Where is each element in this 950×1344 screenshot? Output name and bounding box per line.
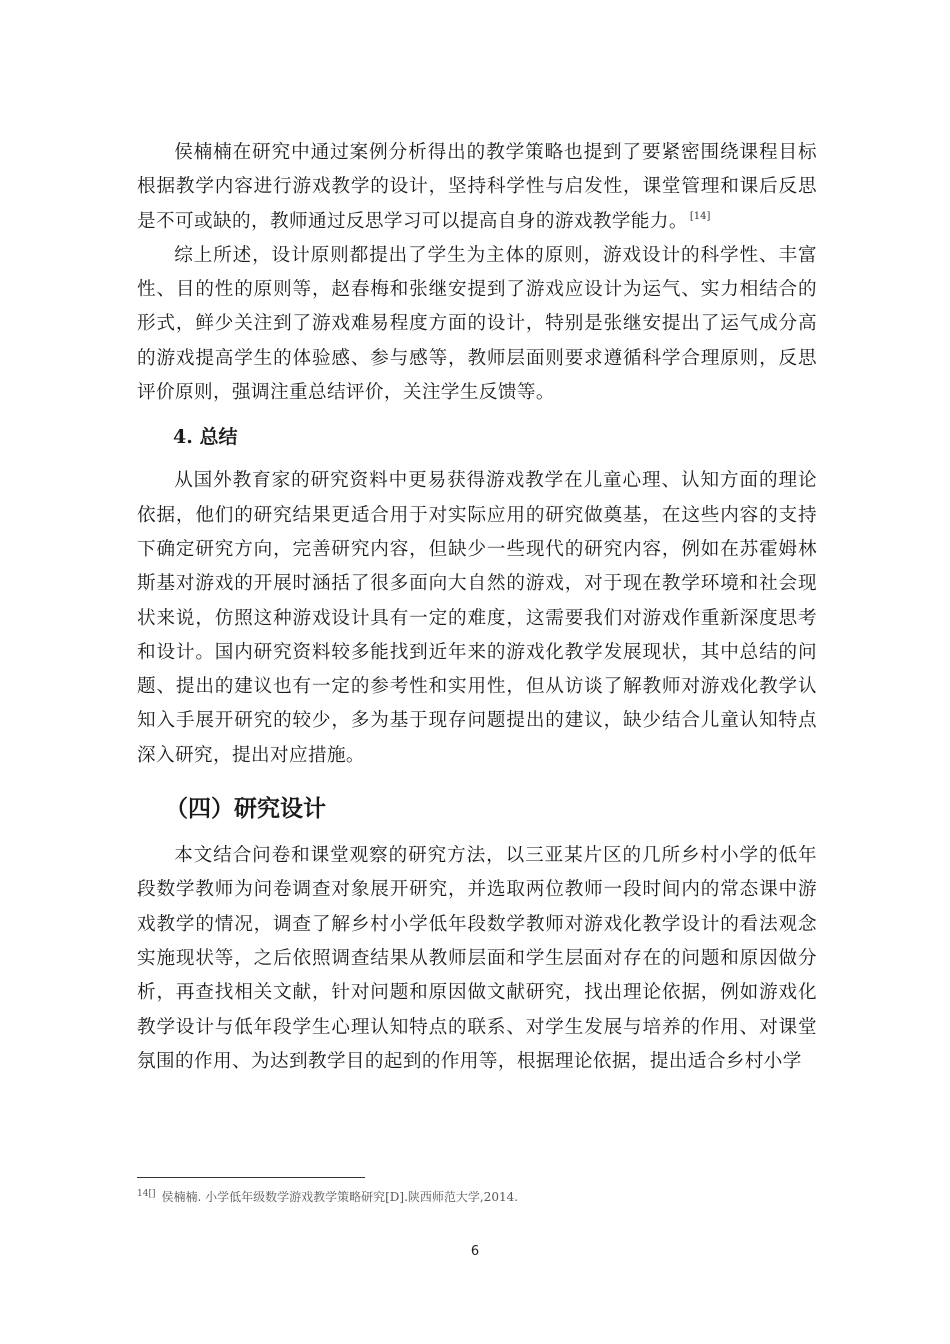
page-number: 6 xyxy=(470,1244,480,1259)
section-heading-summary: 4. 总结 xyxy=(173,426,238,449)
footnote xyxy=(137,1188,817,1206)
section-heading-research-design: （四）研究设计 xyxy=(165,795,326,823)
footnote-divider xyxy=(137,1177,365,1178)
paragraph-research-design: 本文结合问卷和课堂观察的研究方法，以三亚某片区的几所乡村小学的低年段数学教师为问卷调查对象展开研究，并选取两位教师一段时间内的常态课中游戏教学的情况，调查了解乡村小学低年段数学教师对游戏化教学设计的看法观念实施现状等，之后依照调查结果从教师层面和学生层面对存在的问题和原因做分析，再查找相关文献，针对问题和原因做文献研究，找出理论依据，例如游戏化教学设计与低年段学生心理认知特点的联系、对学生发展与培养的作用、对课堂氛围的作用、为达到教学目的起到的作用等，根据理论依据，提出适合乡村小学 xyxy=(137,845,817,1072)
page-body xyxy=(137,136,817,1079)
paragraph-summary: 从国外教育家的研究资料中更易获得游戏教学在儿童心理、认知方面的理论依据，他们的研究结果更适合用于对实际应用的研究做奠基，在这些内容的支持下确定研究方向，完善研究内容，但缺少一些现代的研究内容，例如在苏霍姆林斯基对游戏的开展时涵括了很多面向大自然的游戏，对于现在教学环境和社会现状来说，仿照这种游戏设计具有一定的难度，这需要我们对游戏作重新深度思考和设计。国内研究资料较多能找到近年来的游戏化教学发展现状，其中总结的问题、提出的建议也有一定的参考性和实用性，但从访谈了解教师对游戏化教学认知入手展开研究的较少，多为基于现存问题提出的建议，缺少结合儿童认知特点深入研究，提出对应措施。 xyxy=(137,470,817,766)
citation-marker[interactable]: [14] xyxy=(689,211,711,223)
footnote-text: 侯楠楠. 小学低年级数学游戏教学策略研究[D].陕西师范大学,2014. xyxy=(161,1190,519,1204)
paragraph-summary-principles: 综上所述，设计原则都提出了学生为主体的原则，游戏设计的科学性、丰富性、目的性的原则等，赵春梅和张继安提到了游戏应设计为运气、实力相结合的形式，鲜少关注到了游戏难易程度方面的设计，特别是张继安提出了运气成分高的游戏提高学生的体验感、参与感等，教师层面则要求遵循科学合理原则，反思评价原则，强调注重总结评价，关注学生反馈等。 xyxy=(137,244,817,404)
paragraph-hou-nannan xyxy=(137,136,817,239)
paragraph-text: 侯楠楠在研究中通过案例分析得出的教学策略也提到了要紧密围绕课程目标根据教学内容进行游戏教学的设计，坚持科学性与启发性，课堂管理和课后反思是不可或缺的，教师通过反思学习可以提高自身的游戏教学能力。 xyxy=(137,142,817,232)
footnote-mark: 14[] xyxy=(137,1189,156,1199)
